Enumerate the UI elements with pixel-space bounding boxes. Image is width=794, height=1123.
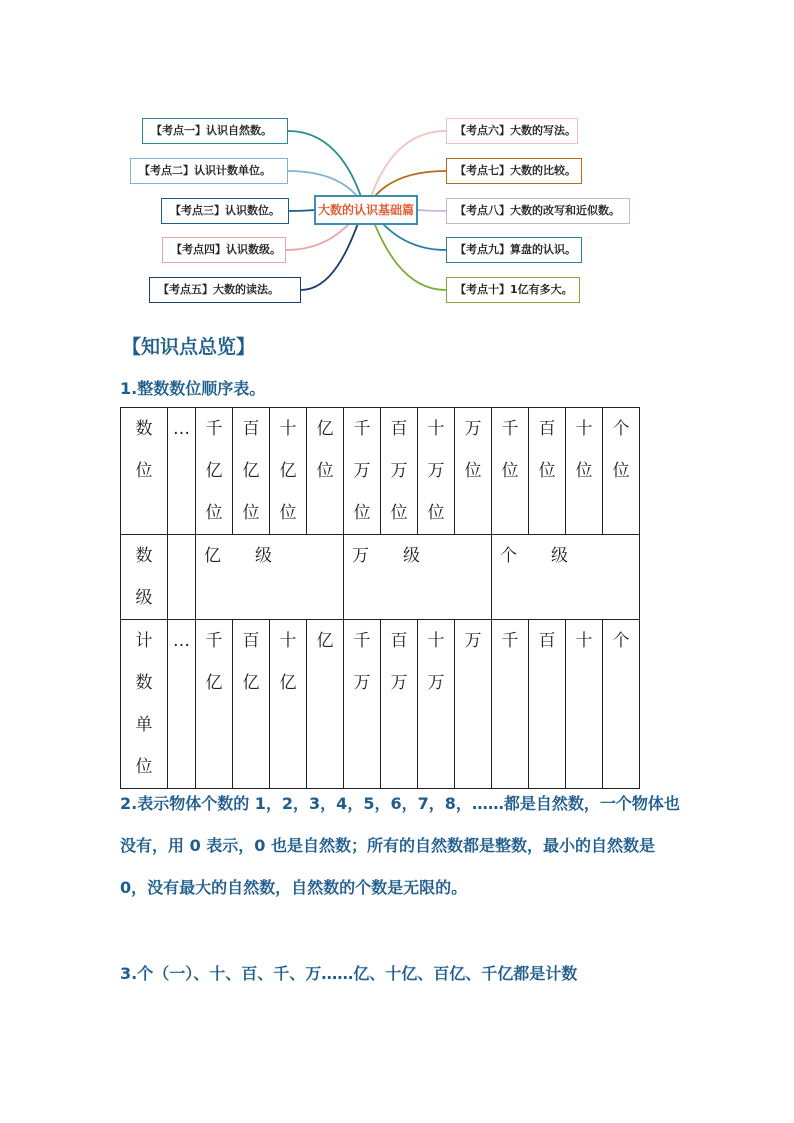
counting-unit-cell <box>168 620 196 789</box>
digit-position-cell-char: 十 <box>427 419 445 439</box>
row-label-counting-unit-char: 数 <box>135 673 153 693</box>
digit-position-cell-char: 亿 <box>242 461 260 481</box>
mindmap-branch-right-1: 【考点六】大数的写法。 <box>446 118 578 144</box>
digit-position-cell-char: … <box>173 419 190 439</box>
paragraph-counting-units: 3.个（一）、十、百、千、万……亿、十亿、百亿、千亿都是计数 <box>120 964 578 983</box>
counting-unit-cell <box>566 620 603 789</box>
digit-position-cell <box>344 408 381 535</box>
digit-position-cell-char: 千 <box>501 419 519 439</box>
counting-unit-cell <box>492 620 529 789</box>
counting-unit-cell <box>307 620 344 789</box>
digit-position-cell-char: 位 <box>353 503 371 523</box>
digit-position-table <box>120 407 640 789</box>
counting-unit-cell-char: 千 <box>501 631 519 651</box>
counting-unit-cell-char: 万 <box>390 673 408 693</box>
table-title: 1.整数数位顺序表。 <box>120 379 266 398</box>
row-label-counting-unit <box>121 620 168 789</box>
counting-unit-cell <box>529 620 566 789</box>
counting-unit-cell-char: 百 <box>538 631 556 651</box>
mindmap-branch-left-4: 【考点四】认识数级。 <box>162 237 286 263</box>
table-row-counting-unit <box>121 620 640 789</box>
digit-position-cell-char: 位 <box>205 503 223 523</box>
digit-position-cell-char: 位 <box>242 503 260 523</box>
mindmap-branch-right-3: 【考点八】大数的改写和近似数。 <box>446 198 630 224</box>
digit-level-cell <box>492 535 640 620</box>
counting-unit-cell-char: … <box>173 631 190 651</box>
mindmap-connectors <box>0 0 794 320</box>
row-label-digit-position-char: 数 <box>135 419 153 439</box>
digit-position-cell <box>529 408 566 535</box>
section-heading: 【知识点总览】 <box>122 336 256 358</box>
digit-position-cell-char: 个 <box>612 419 630 439</box>
digit-position-cell <box>307 408 344 535</box>
row-label-counting-unit-char: 单 <box>135 715 153 735</box>
counting-unit-cell-char: 亿 <box>205 673 223 693</box>
row-label-digit-position <box>121 408 168 535</box>
digit-position-cell-char: 位 <box>390 503 408 523</box>
digit-position-cell-char: 亿 <box>279 461 297 481</box>
counting-unit-cell <box>270 620 307 789</box>
digit-position-cell-char: 千 <box>353 419 371 439</box>
digit-position-cell-char: 位 <box>316 461 334 481</box>
mindmap-branch-right-5: 【考点十】1亿有多大。 <box>446 277 580 303</box>
row-label-digit-position-char: 位 <box>135 461 153 481</box>
row-label-counting-unit-char: 计 <box>135 631 153 651</box>
row-label-counting-unit-char: 位 <box>135 757 153 777</box>
counting-unit-cell-char: 百 <box>390 631 408 651</box>
counting-unit-cell-char: 亿 <box>316 631 334 651</box>
digit-position-cell-char: 位 <box>538 461 556 481</box>
digit-position-cell-char: 位 <box>575 461 593 481</box>
counting-unit-cell-char: 百 <box>242 631 260 651</box>
level-blank-cell <box>168 535 196 620</box>
counting-unit-cell-char: 千 <box>205 631 223 651</box>
counting-unit-cell-char: 亿 <box>279 673 297 693</box>
digit-position-cell <box>455 408 492 535</box>
digit-level-label: 万 级 <box>352 546 420 566</box>
digit-position-cell-char: 十 <box>279 419 297 439</box>
table-row-digit-position <box>121 408 640 535</box>
digit-position-cell-char: 百 <box>390 419 408 439</box>
digit-position-cell <box>270 408 307 535</box>
digit-position-cell-char: 百 <box>538 419 556 439</box>
digit-position-cell-char: 位 <box>279 503 297 523</box>
counting-unit-cell-char: 千 <box>353 631 371 651</box>
digit-position-cell-char: 万 <box>427 461 445 481</box>
digit-position-cell-char: 百 <box>242 419 260 439</box>
counting-unit-cell <box>418 620 455 789</box>
digit-position-cell <box>381 408 418 535</box>
counting-unit-cell-char: 十 <box>575 631 593 651</box>
table-row-digit-level <box>121 535 640 620</box>
counting-unit-cell-char: 十 <box>279 631 297 651</box>
digit-position-cell-char: 亿 <box>316 419 334 439</box>
digit-level-cell <box>196 535 344 620</box>
digit-position-cell-char: 万 <box>353 461 371 481</box>
row-label-digit-level-char: 数 <box>135 546 153 566</box>
counting-unit-cell <box>196 620 233 789</box>
mindmap-branch-left-2: 【考点二】认识计数单位。 <box>130 158 288 184</box>
counting-unit-cell <box>603 620 640 789</box>
counting-unit-cell <box>455 620 492 789</box>
counting-unit-cell-char: 个 <box>612 631 630 651</box>
mindmap-branch-left-1: 【考点一】认识自然数。 <box>142 118 288 144</box>
digit-level-label: 个 级 <box>500 546 568 566</box>
counting-unit-cell <box>381 620 418 789</box>
digit-position-cell-char: 位 <box>501 461 519 481</box>
mindmap-branch-right-2: 【考点七】大数的比较。 <box>446 158 582 184</box>
paragraph-natural-numbers: 2.表示物体个数的 1，2，3，4，5，6，7，8，……都是自然数，一个物体也没有，用 0 表示，0 也是自然数；所有的自然数都是整数，最小的自然数是 0，没有最大的自然数，自然数的个数是无限的。 <box>120 794 680 897</box>
digit-position-cell <box>233 408 270 535</box>
counting-unit-cell <box>344 620 381 789</box>
counting-unit-cell-char: 亿 <box>242 673 260 693</box>
digit-position-cell <box>492 408 529 535</box>
counting-unit-cell-char: 十 <box>427 631 445 651</box>
digit-position-cell-char: 亿 <box>205 461 223 481</box>
digit-position-cell-char: 万 <box>464 419 482 439</box>
digit-position-cell <box>603 408 640 535</box>
digit-position-cell <box>196 408 233 535</box>
mindmap-branch-left-5: 【考点五】大数的读法。 <box>149 277 301 303</box>
digit-position-cell-char: 位 <box>427 503 445 523</box>
digit-position-cell-char: 十 <box>575 419 593 439</box>
digit-position-cell-char: 位 <box>612 461 630 481</box>
row-label-digit-level-char: 级 <box>135 588 153 608</box>
mindmap-branch-left-3: 【考点三】认识数位。 <box>161 198 289 224</box>
digit-level-label: 亿 级 <box>204 546 272 566</box>
row-label-digit-level <box>121 535 168 620</box>
digit-position-cell <box>168 408 196 535</box>
digit-position-cell-char: 万 <box>390 461 408 481</box>
counting-unit-cell-char: 万 <box>353 673 371 693</box>
digit-position-cell-char: 千 <box>205 419 223 439</box>
counting-unit-cell-char: 万 <box>427 673 445 693</box>
digit-level-cell <box>344 535 492 620</box>
digit-position-cell-char: 位 <box>464 461 482 481</box>
digit-position-cell <box>566 408 603 535</box>
counting-unit-cell <box>233 620 270 789</box>
mindmap-branch-right-4: 【考点九】算盘的认识。 <box>446 237 582 263</box>
counting-unit-cell-char: 万 <box>464 631 482 651</box>
digit-position-cell <box>418 408 455 535</box>
mindmap-center-topic: 大数的认识基础篇 <box>314 195 418 225</box>
